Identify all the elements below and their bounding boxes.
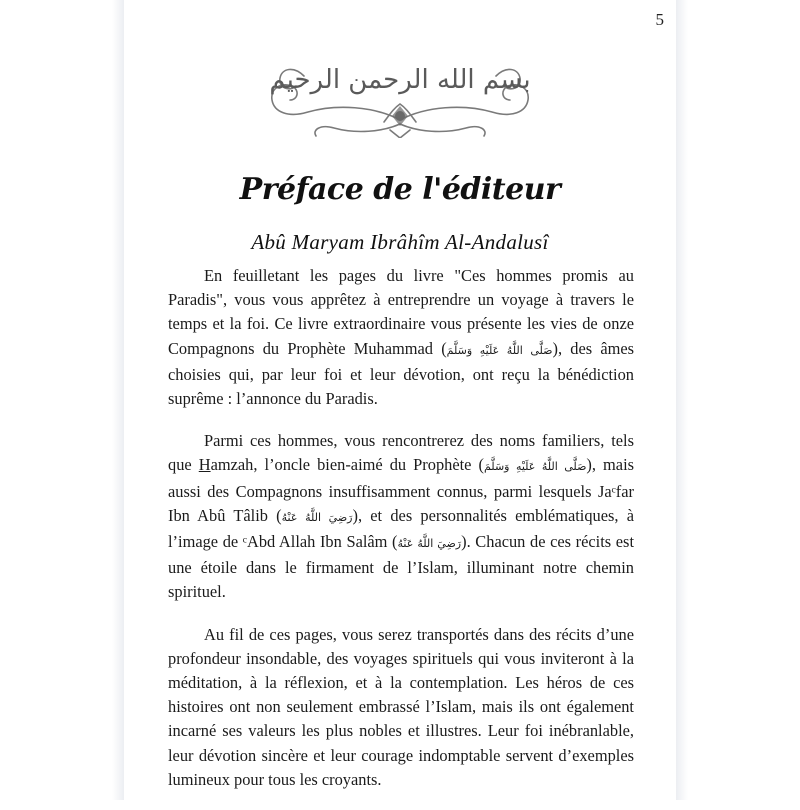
page-number: 5 bbox=[655, 10, 664, 29]
page-right-edge bbox=[676, 0, 688, 800]
paragraph-text: En feuilletant les pages du livre "Ces hommes promis au Paradis", vous vous apprêtez à entreprendre un voyage à travers le temps et la foi. Ce livre extraordinaire vous présente les vies de onze Compagnons du Prophète Muhammad ( bbox=[168, 266, 634, 358]
paragraph-text: amzah, l’oncle bien-aimé du Prophète ( bbox=[210, 455, 484, 475]
paragraph-text: ). Chacun de ces récits est une étoile dans le firmament de l’Islam, illuminant notre chemin spirituel. bbox=[168, 532, 634, 602]
paragraph-text: Parmi ces hommes, vous rencontrerez des noms familiers, tels que bbox=[168, 431, 634, 475]
arabic-honorific: صَلَّى اللَّهُ عَلَيْهِ وَسَلَّمَ bbox=[446, 343, 553, 357]
author-name: Abû Maryam Ibrâhîm Al-Andalusî bbox=[251, 230, 549, 254]
preface-title: Préface de l'éditeur bbox=[239, 172, 561, 207]
arabic-honorific: صَلَّى اللَّهُ عَلَيْهِ وَسَلَّمَ bbox=[483, 460, 587, 474]
paragraph-text: ), et des personnalités emblématiques, à l’image de ᶜAbd Allah Ibn Salâm ( bbox=[168, 505, 634, 552]
paragraph-text: Au fil de ces pages, vous serez transportés dans des récits d’une profondeur insondable, des voyages spirituels qui vous inviteront à la méditation, à la réflexion, et à la contemplation. Les héros de ces histoires ont non seulement embrassé l’Islam, mais ils ont également incarné ses valeurs les plus nobles et illustres. Leur foi inébranlable, leur dévotion sincère et leur courage indomptable servent d’exemples lumineux pour tous les croyants. bbox=[168, 624, 634, 789]
preface-body bbox=[168, 264, 634, 810]
basmala-calligraphy: بسم الله الرحمن الرحيم bbox=[269, 65, 531, 95]
arabic-honorific: رَضِيَ اللَّهُ عَنْهُ bbox=[281, 510, 353, 524]
basmala-ornament bbox=[264, 42, 536, 138]
transliteration-letter: H bbox=[198, 455, 211, 475]
paragraph-2 bbox=[168, 429, 634, 604]
book-page bbox=[124, 0, 676, 800]
page-left-edge bbox=[112, 0, 124, 800]
arabic-honorific: رَضِيَ اللَّهُ عَنْهُ bbox=[397, 537, 462, 551]
paragraph-1 bbox=[168, 264, 634, 411]
paragraph-3 bbox=[168, 623, 634, 792]
paragraph-text: ), des âmes choisies qui, par leur foi et leur dévotion, ont reçu la bénédiction suprême : l’annonce du Paradis. bbox=[168, 338, 635, 409]
paragraph-text: ), mais aussi des Compagnons insuffisamment connus, parmi lesquels Jaᶜfar Ibn Abû Tâlib ( bbox=[168, 455, 635, 525]
